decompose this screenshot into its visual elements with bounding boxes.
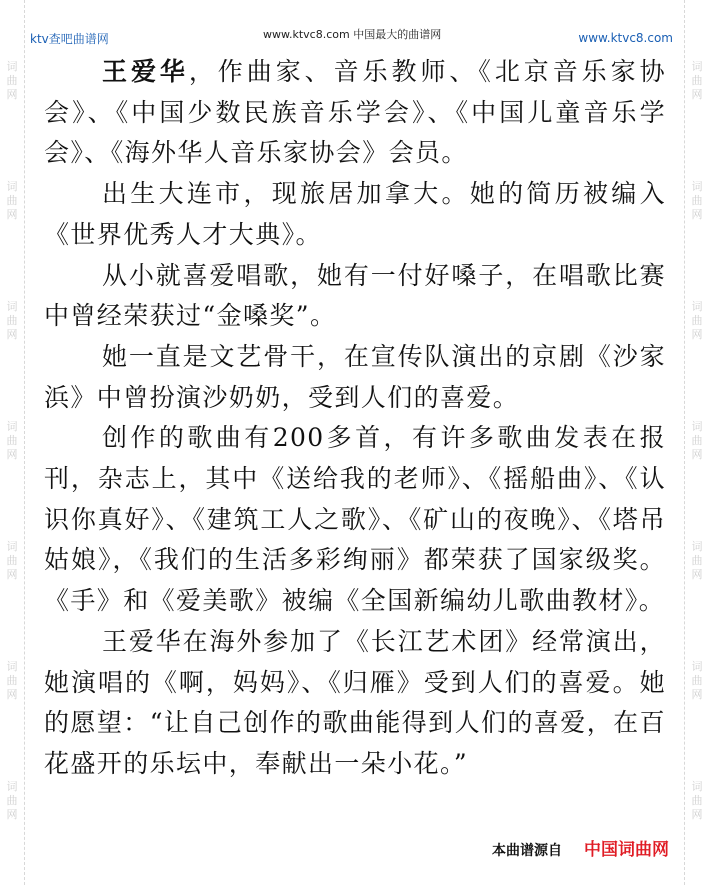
source-footer xyxy=(492,835,669,860)
side-watermark: 词曲网 xyxy=(6,420,18,461)
source-site-name: 中国词曲网 xyxy=(584,840,669,860)
side-watermark: 词曲网 xyxy=(6,180,18,221)
side-watermark: 词曲网 xyxy=(691,780,703,821)
side-watermark: 词曲网 xyxy=(6,660,18,701)
site-header-right: www.ktvc8.com xyxy=(578,31,673,45)
side-watermark: 词曲网 xyxy=(691,300,703,341)
composer-name: 王爱华 xyxy=(102,57,189,86)
bio-paragraph-1 xyxy=(44,52,666,174)
bio-paragraph-4: 她一直是文艺骨干，在宣传队演出的京剧《沙家浜》中曾扮演沙奶奶，受到人们的喜爱。 xyxy=(44,341,666,412)
bio-paragraph-6: 王爱华在海外参加了《长江艺术团》经常演出，她演唱的《啊，妈妈》、《归雁》受到人们的喜爱。她的愿望：“让自己创作的歌曲能得到人们的喜爱，在百花盛开的乐坛中，奉献出一朵小花。” xyxy=(44,626,666,778)
biography-body xyxy=(44,52,666,785)
bio-paragraph-5: 创作的歌曲有200多首，有许多歌曲发表在报刊，杂志上，其中《送给我的老师》、《摇船曲》、《认识你真好》、《建筑工人之歌》、《矿山的夜晚》、《塔吊姑娘》，《我们的生活多彩绚丽》都荣获了国家级奖。《手》和《爱美歌》被编《全国新编幼儿歌曲教材》。 xyxy=(44,423,666,616)
site-header-left: ktv查吧曲谱网 xyxy=(30,32,109,46)
bio-paragraph-1-text: ，作曲家、音乐教师、《北京音乐家协会》、《中国少数民族音乐学会》、《中国儿童音乐学会》、《海外华人音乐家协会》会员。 xyxy=(44,57,666,168)
bio-paragraph-2: 出生大连市，现旅居加拿大。她的简历被编入《世界优秀人才大典》。 xyxy=(44,179,666,249)
side-watermark: 词曲网 xyxy=(691,180,703,221)
side-watermark: 词曲网 xyxy=(6,300,18,341)
side-watermark: 词曲网 xyxy=(6,60,18,101)
side-watermark: 词曲网 xyxy=(691,420,703,461)
side-watermark: 词曲网 xyxy=(6,540,18,581)
bio-paragraph-3: 从小就喜爱唱歌，她有一付好嗓子，在唱歌比赛中曾经荣获过“金嗓奖”。 xyxy=(44,260,666,331)
side-watermark: 词曲网 xyxy=(691,60,703,101)
side-watermark: 词曲网 xyxy=(6,780,18,821)
side-watermark: 词曲网 xyxy=(691,660,703,701)
side-watermark: 词曲网 xyxy=(691,540,703,581)
left-watermark-strip xyxy=(0,0,25,885)
right-watermark-strip xyxy=(684,0,709,885)
site-header-center: www.ktvc8.com 中国最大的曲谱网 xyxy=(263,28,442,41)
source-label: 本曲谱源自 xyxy=(492,843,562,859)
